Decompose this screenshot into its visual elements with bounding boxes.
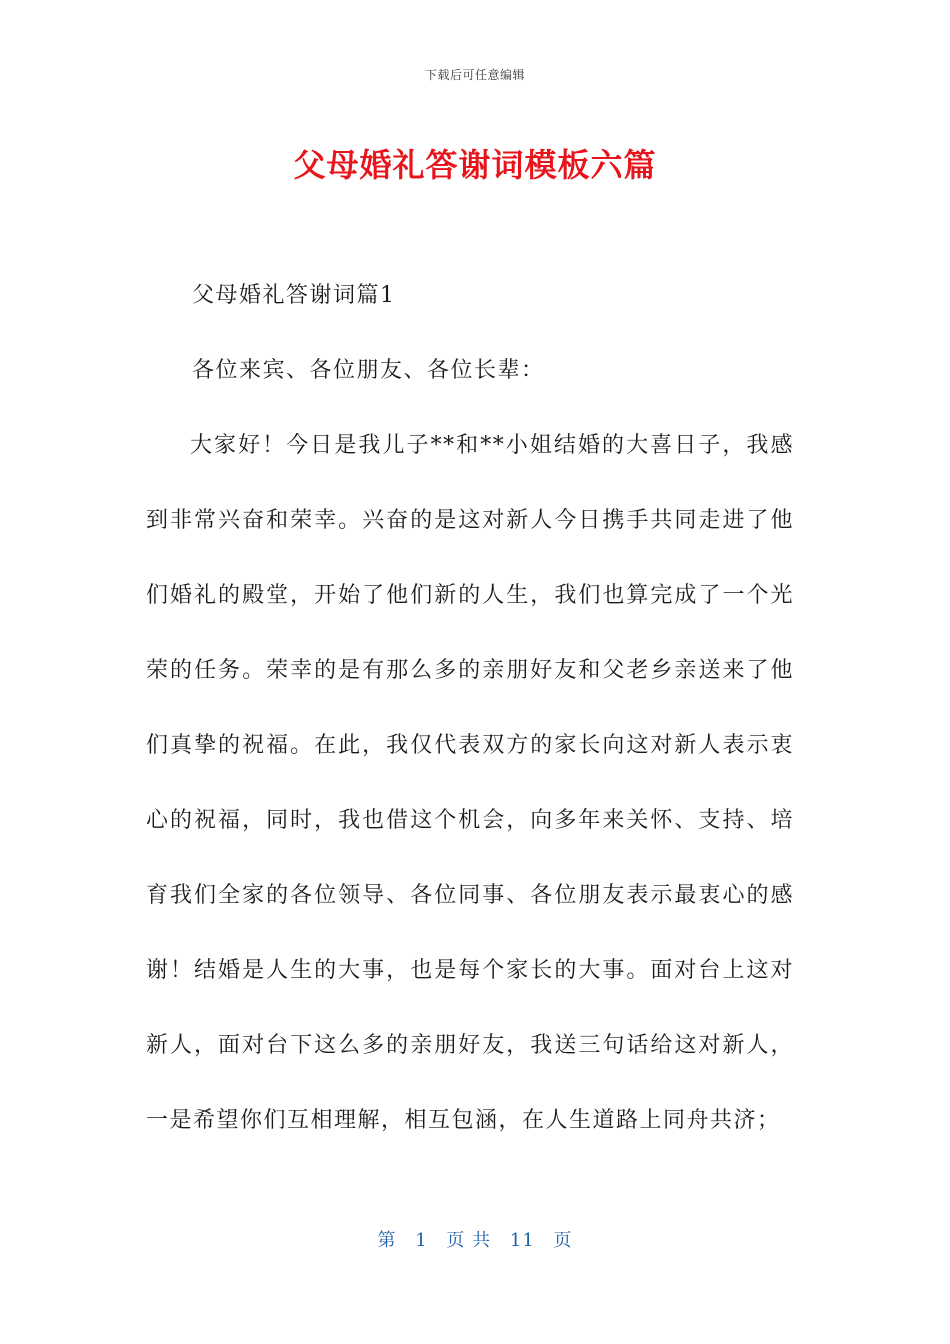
page-footer — [0, 1226, 950, 1252]
footer-middle: 页 共 — [446, 1230, 492, 1251]
document-title: 父母婚礼答谢词模板六篇 — [293, 146, 657, 184]
body-text — [146, 408, 794, 1158]
salutation: 各位来宾、各位朋友、各位长辈： — [192, 358, 545, 383]
section-heading: 父母婚礼答谢词篇1 — [192, 283, 396, 308]
header-note: 下载后可任意编辑 — [424, 68, 525, 82]
footer-suffix: 页 — [553, 1230, 573, 1251]
body-paragraph: 大家好！今日是我儿子**和**小姐结婚的大喜日子，我感到非常兴奋和荣幸。兴奋的是这对新人今日携手共同走进了他们婚礼的殿堂，开始了他们新的人生，我们也算完成了一个光荣的任务。荣幸的是有那么多的亲朋好友和父老乡亲送来了他们真挚的祝福。在此，我仅代表双方的家长向这对新人表示衷心的祝福，同时，我也借这个机会，向多年来关怀、支持、培育我们全家的各位领导、各位同事、各位朋友表示最衷心的感谢！结婚是人生的大事，也是每个家长的大事。面对台上这对新人，面对台下这么多的亲朋好友，我送三句话给这对新人，一是希望你们互相理解，相互包涵，在人生道路上同舟共济； — [146, 433, 794, 1133]
footer-prefix: 第 — [377, 1230, 397, 1251]
footer-total-pages: 11 — [509, 1230, 535, 1251]
footer-page-number: 1 — [415, 1230, 428, 1251]
